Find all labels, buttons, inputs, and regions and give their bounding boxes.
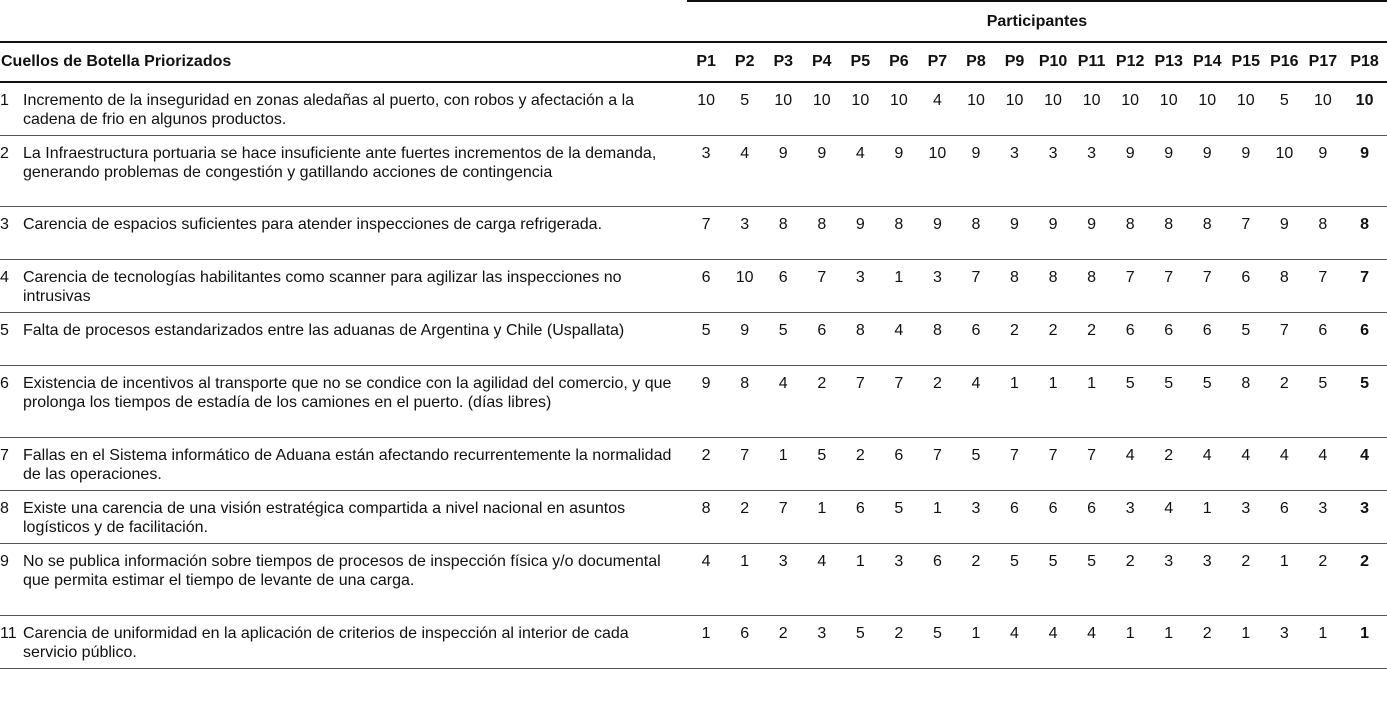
bottleneck-number: 4	[0, 269, 9, 286]
participant-score: 10	[1111, 82, 1150, 136]
bottleneck-number: 5	[0, 322, 9, 339]
participant-score: 6	[918, 544, 957, 616]
participant-header: P16	[1265, 42, 1304, 82]
column-header-row	[0, 42, 1387, 82]
table-row	[0, 260, 1387, 313]
participant-score: 4	[1227, 438, 1266, 491]
participant-header: P17	[1304, 42, 1343, 82]
participant-score: 8	[764, 207, 803, 260]
participant-score: 7	[1304, 260, 1343, 313]
participant-score: 1	[918, 491, 957, 544]
participant-score: 4	[1072, 616, 1111, 669]
bottleneck-cell	[0, 260, 687, 313]
participant-header: P5	[841, 42, 880, 82]
participant-header: P15	[1227, 42, 1266, 82]
participant-score: 6	[803, 313, 842, 366]
participant-score: 10	[880, 82, 919, 136]
bottleneck-cell	[0, 136, 687, 207]
participant-score: 1	[841, 544, 880, 616]
participant-score: 7	[687, 207, 726, 260]
participant-score: 8	[1111, 207, 1150, 260]
participant-score: 3	[1111, 491, 1150, 544]
participant-header: P10	[1034, 42, 1073, 82]
participant-score: 2	[1034, 313, 1073, 366]
participant-score: 3	[841, 260, 880, 313]
participant-score: 9	[841, 207, 880, 260]
participant-score: 1	[1188, 491, 1227, 544]
participant-header: P18	[1342, 42, 1387, 82]
participant-score: 1	[803, 491, 842, 544]
participant-score: 4	[764, 366, 803, 438]
participant-header: P6	[880, 42, 919, 82]
bottleneck-cell	[0, 491, 687, 544]
participant-score: 5	[880, 491, 919, 544]
table-body	[0, 82, 1387, 669]
participant-score: 4	[803, 544, 842, 616]
participant-score: 9	[1188, 136, 1227, 207]
participant-score: 2	[725, 491, 764, 544]
participant-header: P4	[803, 42, 842, 82]
participant-score: 7	[1265, 313, 1304, 366]
participant-score: 9	[957, 136, 996, 207]
participant-score: 8	[1072, 260, 1111, 313]
table-row	[0, 491, 1387, 544]
table-row	[0, 82, 1387, 136]
participant-score: 1	[687, 616, 726, 669]
participant-score: 6	[1188, 313, 1227, 366]
participant-score: 1	[1034, 366, 1073, 438]
participant-score: 3	[918, 260, 957, 313]
participant-header: P14	[1188, 42, 1227, 82]
participant-score: 5	[687, 313, 726, 366]
participant-score: 10	[918, 136, 957, 207]
participant-score: 5	[957, 438, 996, 491]
participant-score: 2	[803, 366, 842, 438]
participant-score: 2	[1111, 544, 1150, 616]
final-priority-score: 10	[1342, 82, 1387, 136]
participant-score: 10	[995, 82, 1034, 136]
participant-score: 2	[1227, 544, 1266, 616]
participant-score: 2	[687, 438, 726, 491]
participant-score: 3	[1227, 491, 1266, 544]
participant-score: 5	[1149, 366, 1188, 438]
participant-score: 3	[957, 491, 996, 544]
participant-score: 3	[1304, 491, 1343, 544]
final-priority-score: 4	[1342, 438, 1387, 491]
bottleneck-number: 6	[0, 375, 9, 392]
participant-score: 10	[1227, 82, 1266, 136]
participant-score: 10	[1265, 136, 1304, 207]
participant-score: 5	[1265, 82, 1304, 136]
participant-score: 1	[725, 544, 764, 616]
bottleneck-number: 2	[0, 145, 9, 162]
participant-score: 7	[1227, 207, 1266, 260]
participant-score: 6	[1072, 491, 1111, 544]
final-priority-score: 7	[1342, 260, 1387, 313]
participant-score: 3	[995, 136, 1034, 207]
participant-score: 9	[725, 313, 764, 366]
participant-score: 10	[803, 82, 842, 136]
participant-score: 2	[1072, 313, 1111, 366]
participant-score: 2	[995, 313, 1034, 366]
participant-score: 8	[1188, 207, 1227, 260]
participant-score: 4	[1034, 616, 1073, 669]
final-priority-score: 6	[1342, 313, 1387, 366]
bottleneck-cell	[0, 616, 687, 669]
participant-score: 4	[687, 544, 726, 616]
participant-score: 10	[725, 260, 764, 313]
table-row	[0, 366, 1387, 438]
participant-score: 3	[1149, 544, 1188, 616]
participant-score: 10	[1149, 82, 1188, 136]
participant-score: 8	[1265, 260, 1304, 313]
participant-score: 3	[1072, 136, 1111, 207]
bottleneck-description: Incremento de la inseguridad en zonas aledañas al puerto, con robos y afectación a la cadena de frio en algunos productos.	[23, 92, 635, 128]
participant-score: 9	[764, 136, 803, 207]
bottleneck-cell	[0, 313, 687, 366]
participant-score: 1	[1265, 544, 1304, 616]
participant-score: 8	[880, 207, 919, 260]
final-priority-score: 8	[1342, 207, 1387, 260]
participant-score: 9	[1265, 207, 1304, 260]
participant-score: 9	[880, 136, 919, 207]
final-priority-score: 2	[1342, 544, 1387, 616]
participant-score: 7	[803, 260, 842, 313]
participant-score: 7	[880, 366, 919, 438]
table-row	[0, 207, 1387, 260]
participant-score: 6	[1149, 313, 1188, 366]
participant-score: 10	[687, 82, 726, 136]
participant-score: 4	[918, 82, 957, 136]
participant-score: 5	[1111, 366, 1150, 438]
participant-score: 3	[725, 207, 764, 260]
participant-score: 1	[1072, 366, 1111, 438]
participant-score: 4	[1111, 438, 1150, 491]
participant-score: 10	[1188, 82, 1227, 136]
participant-header: P8	[957, 42, 996, 82]
table-row	[0, 616, 1387, 669]
participant-header: P2	[725, 42, 764, 82]
participant-score: 3	[880, 544, 919, 616]
bottleneck-cell	[0, 544, 687, 616]
participant-score: 8	[1304, 207, 1343, 260]
bottleneck-description: Fallas en el Sistema informático de Aduana están afectando recurrentemente la normalidad de las operaciones.	[23, 447, 672, 483]
participant-score: 8	[1034, 260, 1073, 313]
bottleneck-description: Existe una carencia de una visión estratégica compartida a nivel nacional en asuntos logísticos y de facilitación.	[23, 500, 626, 536]
participant-score: 1	[995, 366, 1034, 438]
bottleneck-number: 9	[0, 553, 9, 570]
participant-score: 8	[918, 313, 957, 366]
participant-score: 10	[1072, 82, 1111, 136]
participant-score: 6	[687, 260, 726, 313]
participant-score: 7	[1034, 438, 1073, 491]
table-row	[0, 313, 1387, 366]
participant-score: 4	[880, 313, 919, 366]
participant-score: 1	[957, 616, 996, 669]
participant-score: 9	[995, 207, 1034, 260]
final-priority-score: 3	[1342, 491, 1387, 544]
participant-score: 1	[1227, 616, 1266, 669]
participant-score: 9	[1227, 136, 1266, 207]
participant-score: 4	[995, 616, 1034, 669]
participant-score: 9	[1072, 207, 1111, 260]
participant-score: 5	[725, 82, 764, 136]
participant-score: 9	[687, 366, 726, 438]
participant-score: 4	[1149, 491, 1188, 544]
bottleneck-description: La Infraestructura portuaria se hace insuficiente ante fuertes incrementos de la demanda, generando problemas de congestión y gatillando acciones de contingencia	[23, 145, 657, 181]
participant-score: 7	[1072, 438, 1111, 491]
participant-score: 9	[803, 136, 842, 207]
participant-score: 7	[995, 438, 1034, 491]
bottleneck-cell	[0, 207, 687, 260]
participant-score: 5	[1188, 366, 1227, 438]
participant-score: 4	[1265, 438, 1304, 491]
participant-score: 7	[1188, 260, 1227, 313]
bottleneck-cell	[0, 438, 687, 491]
bottleneck-description: Carencia de espacios suficientes para atender inspecciones de carga refrigerada.	[23, 216, 603, 233]
participant-score: 2	[1265, 366, 1304, 438]
participant-score: 7	[725, 438, 764, 491]
participant-score: 10	[764, 82, 803, 136]
participant-score: 3	[687, 136, 726, 207]
bottleneck-number: 8	[0, 500, 9, 517]
participant-header: P3	[764, 42, 803, 82]
participant-score: 1	[1304, 616, 1343, 669]
participant-score: 6	[725, 616, 764, 669]
participant-score: 3	[1265, 616, 1304, 669]
final-priority-score: 5	[1342, 366, 1387, 438]
bottleneck-description: Carencia de tecnologías habilitantes como scanner para agilizar las inspecciones no intrusivas	[23, 269, 622, 305]
participant-score: 2	[1149, 438, 1188, 491]
participant-score: 5	[995, 544, 1034, 616]
participant-header: P13	[1149, 42, 1188, 82]
participant-score: 2	[957, 544, 996, 616]
participant-score: 7	[918, 438, 957, 491]
bottleneck-number: 7	[0, 447, 9, 464]
participant-score: 6	[764, 260, 803, 313]
bottleneck-number: 3	[0, 216, 9, 233]
participant-score: 7	[957, 260, 996, 313]
participant-header: P7	[918, 42, 957, 82]
participant-score: 9	[918, 207, 957, 260]
bottleneck-description: Existencia de incentivos al transporte que no se condice con la agilidad del comercio, y que prolonga los tiempos de estadía de los camiones en el puerto. (días libres)	[23, 375, 672, 411]
participant-score: 9	[1111, 136, 1150, 207]
bottleneck-cell	[0, 366, 687, 438]
participant-score: 8	[841, 313, 880, 366]
participant-score: 6	[957, 313, 996, 366]
participant-score: 6	[1034, 491, 1073, 544]
bottleneck-description: Carencia de uniformidad en la aplicación de criterios de inspección al interior de cada servicio público.	[23, 625, 629, 661]
participant-header: P12	[1111, 42, 1150, 82]
participant-score: 7	[841, 366, 880, 438]
participant-score: 3	[803, 616, 842, 669]
table-row	[0, 136, 1387, 207]
table-row	[0, 544, 1387, 616]
participant-score: 3	[1188, 544, 1227, 616]
participant-score: 2	[918, 366, 957, 438]
participant-score: 8	[725, 366, 764, 438]
participant-score: 4	[725, 136, 764, 207]
bottleneck-cell	[0, 82, 687, 136]
participant-score: 2	[880, 616, 919, 669]
participant-score: 6	[1304, 313, 1343, 366]
bottleneck-description: No se publica información sobre tiempos de procesos de inspección física y/o documental que permita estimar el tiempo de levante de una carga.	[23, 553, 661, 589]
participant-score: 4	[1304, 438, 1343, 491]
participant-score: 8	[957, 207, 996, 260]
participant-score: 6	[1265, 491, 1304, 544]
participant-score: 7	[764, 491, 803, 544]
participant-score: 2	[1304, 544, 1343, 616]
participant-header: P1	[687, 42, 726, 82]
participant-score: 5	[841, 616, 880, 669]
bottleneck-number: 11	[0, 625, 17, 642]
participant-score: 5	[1034, 544, 1073, 616]
participant-score: 3	[764, 544, 803, 616]
participant-score: 4	[957, 366, 996, 438]
participant-score: 8	[803, 207, 842, 260]
participant-header: P11	[1072, 42, 1111, 82]
bottleneck-description: Falta de procesos estandarizados entre las aduanas de Argentina y Chile (Uspallata)	[23, 322, 625, 339]
participant-score: 5	[803, 438, 842, 491]
participant-score: 1	[1149, 616, 1188, 669]
participant-score: 7	[1111, 260, 1150, 313]
participant-score: 5	[1304, 366, 1343, 438]
participant-score: 8	[687, 491, 726, 544]
participant-score: 10	[957, 82, 996, 136]
group-header-row	[0, 1, 1387, 42]
bottleneck-number: 1	[0, 92, 9, 109]
final-priority-score: 1	[1342, 616, 1387, 669]
participant-score: 4	[1188, 438, 1227, 491]
participant-header: P9	[995, 42, 1034, 82]
participant-score: 9	[1034, 207, 1073, 260]
participant-score: 3	[1034, 136, 1073, 207]
participant-score: 8	[1227, 366, 1266, 438]
participant-score: 1	[1111, 616, 1150, 669]
participant-score: 2	[1188, 616, 1227, 669]
participant-score: 1	[880, 260, 919, 313]
participant-score: 6	[841, 491, 880, 544]
participant-score: 6	[1111, 313, 1150, 366]
participants-group-header: Participantes	[687, 1, 1387, 42]
participant-score: 8	[1149, 207, 1188, 260]
participant-score: 9	[1304, 136, 1343, 207]
participant-score: 5	[918, 616, 957, 669]
participant-score: 5	[1227, 313, 1266, 366]
participant-score: 5	[764, 313, 803, 366]
participant-score: 6	[995, 491, 1034, 544]
participant-score: 4	[841, 136, 880, 207]
participant-score: 2	[764, 616, 803, 669]
participant-score: 10	[841, 82, 880, 136]
final-priority-score: 9	[1342, 136, 1387, 207]
participant-score: 5	[1072, 544, 1111, 616]
participant-score: 10	[1304, 82, 1343, 136]
participant-score: 6	[880, 438, 919, 491]
participant-score: 2	[841, 438, 880, 491]
group-header-spacer	[0, 1, 687, 42]
participant-score: 9	[1149, 136, 1188, 207]
table-row	[0, 438, 1387, 491]
participant-score: 7	[1149, 260, 1188, 313]
participant-score: 6	[1227, 260, 1266, 313]
participant-score: 8	[995, 260, 1034, 313]
bottlenecks-column-header: Cuellos de Botella Priorizados	[0, 42, 687, 82]
participant-score: 10	[1034, 82, 1073, 136]
participant-score: 1	[764, 438, 803, 491]
